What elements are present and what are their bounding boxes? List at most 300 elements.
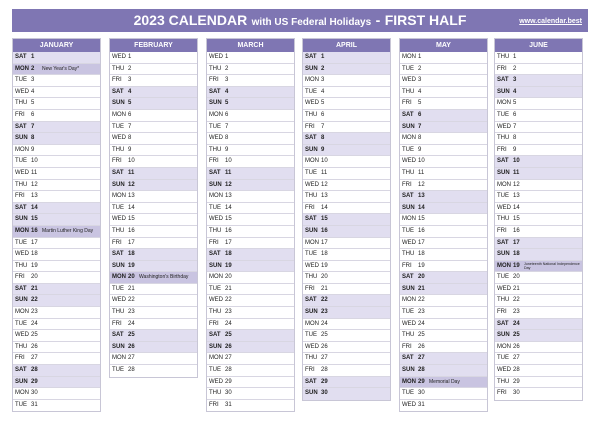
day-row <box>400 400 487 412</box>
day-row <box>110 319 197 331</box>
day-of-week: MON <box>209 274 223 281</box>
holiday-label: New Year's Day* <box>42 65 80 72</box>
day-number: 6 <box>128 111 132 118</box>
day-of-week: WED <box>112 135 126 142</box>
day-number: 17 <box>225 239 232 246</box>
day-row <box>207 98 294 110</box>
day-row <box>495 353 582 365</box>
day-of-week: WED <box>497 367 511 374</box>
day-row <box>303 330 390 342</box>
day-number: 17 <box>513 239 520 246</box>
day-of-week: SAT <box>15 123 27 130</box>
day-of-week: SUN <box>209 262 222 269</box>
day-number: 13 <box>321 193 328 200</box>
day-of-week: SUN <box>402 285 415 292</box>
day-row <box>207 145 294 157</box>
day-row <box>495 87 582 99</box>
day-number: 26 <box>31 343 38 350</box>
day-number: 4 <box>418 88 422 95</box>
day-of-week: FRI <box>497 390 507 397</box>
day-of-week: SAT <box>497 158 509 165</box>
holiday-label: Memorial Day <box>429 378 460 385</box>
day-of-week: THU <box>402 169 415 176</box>
day-row <box>110 249 197 261</box>
day-of-week: TUE <box>112 367 124 374</box>
day-of-week: WED <box>305 100 319 107</box>
month-header: APRIL <box>303 39 390 52</box>
day-number: 4 <box>225 88 229 95</box>
day-number: 21 <box>418 285 425 292</box>
day-row <box>303 307 390 319</box>
day-row <box>207 64 294 76</box>
day-number: 13 <box>225 193 232 200</box>
day-number: 23 <box>321 309 328 316</box>
day-row <box>495 133 582 145</box>
day-of-week: TUE <box>15 158 27 165</box>
day-of-week: THU <box>15 343 28 350</box>
day-of-week: WED <box>112 297 126 304</box>
day-of-week: FRI <box>209 158 219 165</box>
day-row <box>110 52 197 64</box>
day-number: 23 <box>418 309 425 316</box>
day-row <box>13 191 100 203</box>
day-row <box>495 75 582 87</box>
day-number: 20 <box>225 274 232 281</box>
day-row <box>303 75 390 87</box>
day-of-week: SAT <box>305 297 317 304</box>
day-number: 7 <box>513 123 517 130</box>
day-row <box>13 145 100 157</box>
day-row <box>303 133 390 145</box>
day-row <box>303 238 390 250</box>
day-row <box>13 238 100 250</box>
day-number: 2 <box>31 65 35 72</box>
day-of-week: TUE <box>209 204 221 211</box>
day-of-week: FRI <box>305 204 315 211</box>
day-of-week: SAT <box>112 88 124 95</box>
day-number: 31 <box>31 401 38 408</box>
day-of-week: FRI <box>209 320 219 327</box>
day-number: 18 <box>31 251 38 258</box>
day-row <box>400 98 487 110</box>
day-number: 11 <box>31 169 38 176</box>
day-of-week: MON <box>497 262 511 269</box>
day-row <box>400 168 487 180</box>
day-number: 24 <box>513 320 520 327</box>
day-row <box>207 377 294 389</box>
day-number: 10 <box>418 158 425 165</box>
day-row <box>400 122 487 134</box>
day-number: 23 <box>225 309 232 316</box>
day-number: 20 <box>128 274 135 281</box>
day-of-week: SAT <box>497 320 509 327</box>
day-row <box>13 133 100 145</box>
day-of-week: SAT <box>15 367 27 374</box>
day-number: 14 <box>225 204 232 211</box>
day-row <box>400 284 487 296</box>
day-row <box>13 75 100 87</box>
day-row <box>110 75 197 87</box>
month-march <box>206 38 295 412</box>
day-of-week: MON <box>305 320 319 327</box>
day-of-week: SAT <box>305 54 317 60</box>
day-row <box>110 295 197 307</box>
day-number: 4 <box>128 88 132 95</box>
title-separator: - <box>375 12 381 28</box>
day-of-week: THU <box>209 227 222 234</box>
day-row <box>110 284 197 296</box>
day-of-week: FRI <box>15 355 25 362</box>
day-number: 2 <box>128 65 132 72</box>
day-row <box>207 168 294 180</box>
day-of-week: SUN <box>209 100 222 107</box>
day-number: 27 <box>513 355 520 362</box>
day-row <box>495 377 582 389</box>
day-row <box>495 122 582 134</box>
day-row <box>110 156 197 168</box>
day-number: 22 <box>321 297 328 304</box>
day-of-week: FRI <box>209 77 219 84</box>
day-number: 16 <box>225 227 232 234</box>
day-number: 28 <box>31 367 38 374</box>
day-of-week: SAT <box>112 332 124 339</box>
day-row <box>13 214 100 226</box>
day-number: 1 <box>418 54 422 60</box>
day-of-week: TUE <box>112 204 124 211</box>
day-number: 13 <box>513 193 520 200</box>
day-number: 29 <box>31 378 38 385</box>
day-number: 30 <box>225 390 232 397</box>
day-row <box>207 319 294 331</box>
day-row <box>13 98 100 110</box>
day-number: 5 <box>31 100 35 107</box>
day-number: 6 <box>31 111 35 118</box>
day-row <box>303 145 390 157</box>
day-number: 29 <box>513 378 520 385</box>
day-of-week: TUE <box>305 251 317 258</box>
day-row <box>495 330 582 342</box>
day-row <box>303 156 390 168</box>
day-of-week: THU <box>497 54 510 60</box>
day-of-week: WED <box>15 251 29 258</box>
day-row <box>400 307 487 319</box>
day-row <box>495 156 582 168</box>
day-row <box>13 203 100 215</box>
day-number: 29 <box>225 378 232 385</box>
day-number: 28 <box>321 367 328 374</box>
day-row <box>303 180 390 192</box>
day-of-week: SUN <box>402 367 415 374</box>
day-row <box>495 261 582 273</box>
day-of-week: THU <box>112 309 125 316</box>
day-row <box>110 226 197 238</box>
day-of-week: THU <box>497 297 510 304</box>
day-number: 8 <box>31 135 35 142</box>
day-number: 13 <box>418 193 425 200</box>
day-number: 11 <box>418 169 425 176</box>
day-number: 8 <box>128 135 132 142</box>
title-subtitle: with US Federal Holidays <box>251 17 372 28</box>
day-row <box>400 203 487 215</box>
day-number: 1 <box>31 54 35 60</box>
day-number: 8 <box>513 135 517 142</box>
day-row <box>13 307 100 319</box>
day-of-week: SUN <box>402 204 415 211</box>
day-row <box>13 156 100 168</box>
day-row <box>13 284 100 296</box>
day-of-week: MON <box>15 309 29 316</box>
day-of-week: FRI <box>497 65 507 72</box>
day-of-week: SAT <box>15 204 27 211</box>
day-row <box>207 110 294 122</box>
day-row <box>303 272 390 284</box>
day-number: 7 <box>225 123 229 130</box>
day-number: 31 <box>418 401 425 408</box>
day-number: 4 <box>321 88 325 95</box>
day-row <box>110 87 197 99</box>
day-row <box>400 156 487 168</box>
day-of-week: THU <box>15 262 28 269</box>
day-row <box>400 191 487 203</box>
day-of-week: MON <box>112 111 126 118</box>
day-of-week: THU <box>402 251 415 258</box>
day-row <box>400 388 487 400</box>
day-row <box>495 365 582 377</box>
day-number: 16 <box>128 227 135 234</box>
day-of-week: MON <box>15 146 29 153</box>
day-number: 19 <box>418 262 425 269</box>
day-number: 7 <box>418 123 422 130</box>
day-number: 27 <box>225 355 232 362</box>
day-number: 16 <box>31 227 38 234</box>
day-number: 16 <box>321 227 328 234</box>
day-number: 6 <box>418 111 422 118</box>
day-row <box>495 284 582 296</box>
day-row <box>495 191 582 203</box>
day-of-week: TUE <box>402 65 414 72</box>
day-row <box>110 353 197 365</box>
day-row <box>303 249 390 261</box>
day-row <box>13 272 100 284</box>
day-of-week: THU <box>15 181 28 188</box>
day-row <box>303 226 390 238</box>
day-of-week: SAT <box>402 274 414 281</box>
day-number: 3 <box>31 77 35 84</box>
day-number: 25 <box>225 332 232 339</box>
day-row <box>400 377 487 389</box>
day-of-week: FRI <box>112 320 122 327</box>
day-row <box>110 214 197 226</box>
title-year: 2023 CALENDAR <box>133 12 248 28</box>
day-row <box>495 214 582 226</box>
day-of-week: THU <box>497 216 510 223</box>
day-of-week: SAT <box>402 355 414 362</box>
day-of-week: TUE <box>402 146 414 153</box>
day-number: 6 <box>225 111 229 118</box>
holiday-label: Juneteenth National Independence Day <box>524 261 580 271</box>
day-of-week: MON <box>112 193 126 200</box>
day-number: 15 <box>513 216 520 223</box>
day-of-week: TUE <box>497 355 509 362</box>
day-row <box>207 180 294 192</box>
day-of-week: WED <box>305 262 319 269</box>
website-link[interactable]: www.calendar.best <box>519 18 582 25</box>
day-of-week: TUE <box>497 193 509 200</box>
day-row <box>400 249 487 261</box>
day-of-week: WED <box>402 158 416 165</box>
day-of-week: FRI <box>15 193 25 200</box>
day-row <box>303 319 390 331</box>
day-number: 5 <box>225 100 229 107</box>
day-of-week: WED <box>209 378 223 385</box>
day-of-week: SUN <box>112 262 125 269</box>
day-row <box>207 122 294 134</box>
day-of-week: SUN <box>497 251 510 258</box>
day-row <box>495 249 582 261</box>
day-of-week: TUE <box>15 401 27 408</box>
day-number: 21 <box>31 285 38 292</box>
day-of-week: MON <box>112 274 126 281</box>
day-of-week: MON <box>305 158 319 165</box>
day-number: 3 <box>513 77 517 84</box>
day-of-week: FRI <box>402 343 412 350</box>
day-number: 10 <box>513 158 520 165</box>
day-row <box>400 87 487 99</box>
day-of-week: SAT <box>209 332 221 339</box>
day-number: 7 <box>31 123 35 130</box>
day-number: 19 <box>321 262 328 269</box>
day-row <box>303 365 390 377</box>
day-row <box>207 226 294 238</box>
day-row <box>303 122 390 134</box>
day-row <box>13 168 100 180</box>
day-of-week: TUE <box>402 309 414 316</box>
day-number: 15 <box>128 216 135 223</box>
day-of-week: FRI <box>15 274 25 281</box>
day-of-week: SUN <box>305 65 318 72</box>
day-of-week: SUN <box>305 390 318 397</box>
day-number: 22 <box>513 297 520 304</box>
day-number: 3 <box>321 77 325 84</box>
day-of-week: THU <box>402 332 415 339</box>
day-number: 10 <box>31 158 38 165</box>
day-number: 21 <box>225 285 232 292</box>
day-of-week: FRI <box>402 262 412 269</box>
day-of-week: SAT <box>209 251 221 258</box>
day-row <box>207 87 294 99</box>
day-of-week: WED <box>497 123 511 130</box>
day-of-week: FRI <box>497 309 507 316</box>
day-row <box>495 110 582 122</box>
day-number: 19 <box>31 262 38 269</box>
day-number: 3 <box>128 77 132 84</box>
day-number: 5 <box>418 100 422 107</box>
day-row <box>400 238 487 250</box>
day-row <box>207 307 294 319</box>
day-of-week: THU <box>112 65 125 72</box>
day-number: 17 <box>128 239 135 246</box>
day-of-week: SAT <box>112 169 124 176</box>
day-of-week: WED <box>402 77 416 84</box>
day-number: 27 <box>418 355 425 362</box>
day-number: 30 <box>513 390 520 397</box>
day-of-week: FRI <box>209 401 219 408</box>
day-number: 18 <box>225 251 232 258</box>
day-of-week: WED <box>497 285 511 292</box>
day-of-week: THU <box>112 146 125 153</box>
day-number: 18 <box>418 251 425 258</box>
day-row <box>110 238 197 250</box>
month-header: FEBRUARY <box>110 39 197 52</box>
day-row <box>207 214 294 226</box>
day-row <box>13 180 100 192</box>
day-row <box>110 307 197 319</box>
day-row <box>207 52 294 64</box>
day-row <box>400 214 487 226</box>
day-of-week: SUN <box>209 343 222 350</box>
day-number: 2 <box>513 65 517 72</box>
day-number: 12 <box>513 181 520 188</box>
day-number: 5 <box>513 100 517 107</box>
day-of-week: WED <box>112 216 126 223</box>
day-number: 9 <box>225 146 229 153</box>
day-number: 30 <box>31 390 38 397</box>
day-row <box>110 64 197 76</box>
day-number: 11 <box>321 169 328 176</box>
day-of-week: FRI <box>15 111 25 118</box>
day-of-week: TUE <box>305 88 317 95</box>
day-of-week: TUE <box>112 285 124 292</box>
day-number: 6 <box>513 111 517 118</box>
day-of-week: SUN <box>402 123 415 130</box>
day-row <box>400 295 487 307</box>
day-number: 21 <box>128 285 135 292</box>
day-row <box>110 203 197 215</box>
day-row <box>207 272 294 284</box>
day-number: 18 <box>513 251 520 258</box>
day-of-week: FRI <box>402 100 412 107</box>
day-number: 12 <box>225 181 232 188</box>
day-row <box>303 110 390 122</box>
day-of-week: SAT <box>15 54 27 60</box>
day-row <box>13 353 100 365</box>
day-number: 15 <box>31 216 38 223</box>
day-row <box>110 330 197 342</box>
day-number: 14 <box>513 204 520 211</box>
day-row <box>495 319 582 331</box>
day-number: 8 <box>418 135 422 142</box>
day-number: 27 <box>321 355 328 362</box>
day-row <box>207 400 294 412</box>
day-of-week: SUN <box>497 332 510 339</box>
day-row <box>207 191 294 203</box>
day-number: 20 <box>321 274 328 281</box>
day-of-week: THU <box>112 227 125 234</box>
day-of-week: THU <box>305 193 318 200</box>
day-of-week: MON <box>497 100 511 107</box>
day-row <box>303 203 390 215</box>
day-number: 14 <box>321 204 328 211</box>
day-number: 6 <box>321 111 325 118</box>
day-of-week: MON <box>15 227 29 234</box>
day-number: 10 <box>128 158 135 165</box>
day-number: 19 <box>513 262 520 269</box>
day-of-week: THU <box>305 111 318 118</box>
day-row <box>400 145 487 157</box>
day-of-week: TUE <box>112 123 124 130</box>
day-number: 12 <box>31 181 38 188</box>
day-number: 7 <box>321 123 325 130</box>
